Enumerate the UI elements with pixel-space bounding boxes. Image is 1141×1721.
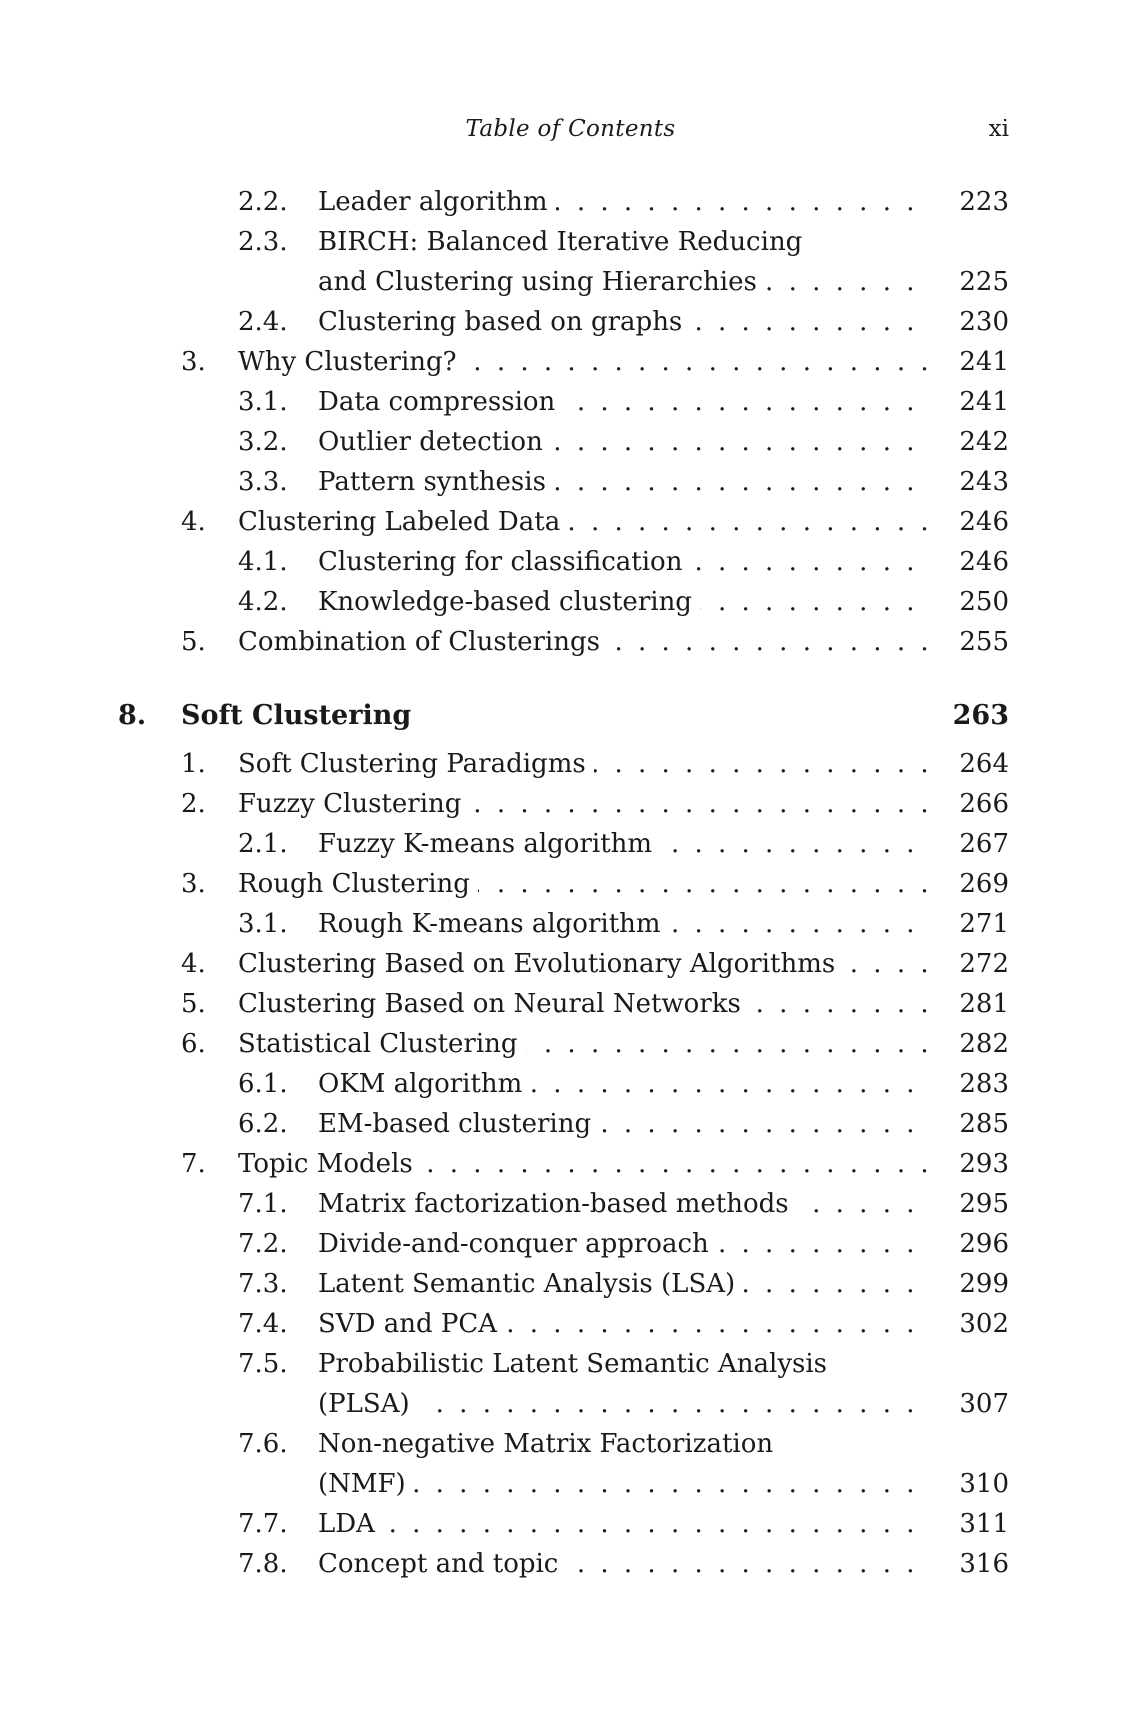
toc-entry-title: Clustering Labeled Data — [238, 507, 568, 537]
toc-entry[interactable] — [0, 1464, 1141, 1504]
toc-entry[interactable] — [0, 904, 1141, 944]
toc-entry-title: Clustering based on graphs — [318, 307, 690, 337]
toc-entry-page: 293 — [959, 1149, 1009, 1179]
toc-entry-page: 230 — [959, 307, 1009, 337]
toc-entry-number: 5. — [181, 989, 206, 1019]
toc-entry-title: Knowledge-based clustering — [318, 587, 700, 617]
toc-entry-number: 6.2. — [238, 1109, 288, 1139]
toc-entry-page: 255 — [959, 627, 1009, 657]
toc-entry[interactable] — [0, 1024, 1141, 1064]
toc-entry-page: 246 — [959, 507, 1009, 537]
toc-entry[interactable] — [0, 502, 1141, 542]
toc-entry[interactable] — [0, 262, 1141, 302]
toc-entry[interactable] — [0, 944, 1141, 984]
toc-entry-title: SVD and PCA — [318, 1309, 505, 1339]
toc-entry-page: 311 — [959, 1509, 1009, 1539]
toc-entry-page: 302 — [959, 1309, 1009, 1339]
toc-entry-number: 2.1. — [238, 829, 288, 859]
toc-entry-number: 7.6. — [238, 1429, 288, 1459]
toc-entry-number: 7.3. — [238, 1269, 288, 1299]
toc-entry-page: 310 — [959, 1469, 1009, 1499]
toc-entry[interactable] — [0, 302, 1141, 342]
toc-entry-number: 1. — [181, 749, 206, 779]
chapter-number: 8. — [118, 700, 147, 731]
toc-entry-number: 3. — [181, 869, 206, 899]
toc-entry[interactable] — [0, 824, 1141, 864]
toc-entry[interactable] — [0, 1104, 1141, 1144]
toc-entry-number: 2.2. — [238, 187, 288, 217]
toc-entry[interactable] — [0, 622, 1141, 662]
toc-entry-number: 3.3. — [238, 467, 288, 497]
running-page-number: xi — [988, 116, 1009, 142]
toc-entry-page: 307 — [959, 1389, 1009, 1419]
toc-entry[interactable] — [0, 1424, 1141, 1464]
toc-entry-title: Outlier detection — [318, 427, 551, 457]
toc-entry[interactable] — [0, 1224, 1141, 1264]
toc-section-chapter-7-continued — [0, 182, 1141, 662]
toc-entry-page: 281 — [959, 989, 1009, 1019]
toc-entry-number: 2. — [181, 789, 206, 819]
toc-entry-title: Data compression — [318, 387, 563, 417]
toc-entry-title: BIRCH: Balanced Iterative Reducing — [318, 227, 810, 257]
toc-entry-title: Statistical Clustering — [238, 1029, 526, 1059]
toc-entry-title: Fuzzy K-means algorithm — [318, 829, 660, 859]
toc-entry-title: Rough Clustering — [238, 869, 478, 899]
toc-entry-title: Fuzzy Clustering — [238, 789, 469, 819]
toc-entry-page: 296 — [959, 1229, 1009, 1259]
toc-entry-title: (NMF) — [318, 1469, 414, 1499]
toc-entry[interactable] — [0, 744, 1141, 784]
toc-entry-number: 5. — [181, 627, 206, 657]
toc-entry-title: Topic Models — [238, 1149, 421, 1179]
toc-entry-number: 3.1. — [238, 909, 288, 939]
toc-entry-title: Rough K-means algorithm — [318, 909, 669, 939]
toc-entry-title: Soft Clustering Paradigms — [238, 749, 594, 779]
toc-entry[interactable] — [0, 1144, 1141, 1184]
toc-entry-title: Combination of Clusterings — [238, 627, 608, 657]
toc-entry[interactable] — [0, 222, 1141, 262]
toc-entry[interactable] — [0, 1504, 1141, 1544]
toc-entry-page: 283 — [959, 1069, 1009, 1099]
toc-entry-number: 4. — [181, 949, 206, 979]
toc-entry-title-leader — [318, 1344, 929, 1384]
toc-entry[interactable] — [0, 182, 1141, 222]
toc-entry[interactable] — [0, 342, 1141, 382]
toc-entry-page: 285 — [959, 1109, 1009, 1139]
toc-entry-title: Leader algorithm — [318, 187, 556, 217]
toc-entry-title: Clustering Based on Neural Networks — [238, 989, 749, 1019]
toc-entry-title-leader — [318, 222, 929, 262]
toc-entry[interactable] — [0, 1544, 1141, 1584]
toc-entry[interactable] — [0, 1064, 1141, 1104]
toc-entry-title: LDA — [318, 1509, 383, 1539]
toc-entry-page: 241 — [959, 387, 1009, 417]
toc-entry-number: 7.1. — [238, 1189, 288, 1219]
toc-entry-title: EM-based clustering — [318, 1109, 599, 1139]
toc-entry-number: 4.2. — [238, 587, 288, 617]
toc-entry-page: 242 — [959, 427, 1009, 457]
toc-entry[interactable] — [0, 1304, 1141, 1344]
toc-entry-number: 7.5. — [238, 1349, 288, 1379]
toc-entry-title: Divide-and-conquer approach — [318, 1229, 717, 1259]
toc-entry-number: 2.4. — [238, 307, 288, 337]
toc-entry-page: 295 — [959, 1189, 1009, 1219]
toc-entry[interactable] — [0, 1384, 1141, 1424]
toc-entry-title: Clustering for classification — [318, 547, 690, 577]
toc-entry-title: Non-negative Matrix Factorization — [318, 1429, 781, 1459]
toc-entry-number: 4. — [181, 507, 206, 537]
toc-entry-page: 246 — [959, 547, 1009, 577]
toc-entry-number: 3.1. — [238, 387, 288, 417]
toc-entry-number: 3. — [181, 347, 206, 377]
chapter-page: 263 — [952, 700, 1009, 731]
toc-entry-page: 223 — [959, 187, 1009, 217]
toc-entry-number: 7.8. — [238, 1549, 288, 1579]
toc-entry-number: 3.2. — [238, 427, 288, 457]
toc-entry-page: 243 — [959, 467, 1009, 497]
toc-entry-page: 271 — [959, 909, 1009, 939]
toc-entry-title: and Clustering using Hierarchies — [318, 267, 765, 297]
toc-entry-number: 7.4. — [238, 1309, 288, 1339]
toc-entry-title-leader — [318, 1424, 929, 1464]
toc-entry-number: 4.1. — [238, 547, 288, 577]
toc-entry-page: 316 — [959, 1549, 1009, 1579]
toc-entry-number: 2.3. — [238, 227, 288, 257]
toc-entry-title-leader — [238, 944, 929, 984]
toc-entry[interactable] — [0, 582, 1141, 622]
toc-entry-title: Concept and topic — [318, 1549, 566, 1579]
toc-entry-number: 6.1. — [238, 1069, 288, 1099]
toc-entry-page: 299 — [959, 1269, 1009, 1299]
toc-entry[interactable] — [0, 784, 1141, 824]
toc-entry-page: 269 — [959, 869, 1009, 899]
toc-entry-number: 6. — [181, 1029, 206, 1059]
toc-entry-title: OKM algorithm — [318, 1069, 530, 1099]
toc-entry-title: Pattern synthesis — [318, 467, 554, 497]
chapter-heading[interactable] — [0, 690, 1141, 742]
toc-entry-title: Matrix factorization-based methods — [318, 1189, 797, 1219]
toc-entry[interactable] — [0, 1184, 1141, 1224]
toc-entry-title: (PLSA) — [318, 1389, 418, 1419]
toc-entry[interactable] — [0, 462, 1141, 502]
toc-entry-title: Why Clustering? — [238, 347, 465, 377]
toc-entry[interactable] — [0, 984, 1141, 1024]
running-head — [0, 116, 1141, 146]
toc-entry-page: 267 — [959, 829, 1009, 859]
toc-entry-number: 7. — [181, 1149, 206, 1179]
toc-entry-page: 266 — [959, 789, 1009, 819]
toc-entry-title: Latent Semantic Analysis (LSA) — [318, 1269, 743, 1299]
toc-entry-page: 241 — [959, 347, 1009, 377]
toc-entry-page: 225 — [959, 267, 1009, 297]
toc-entry-title: Clustering Based on Evolutionary Algorithms — [238, 949, 843, 979]
toc-entry-page: 264 — [959, 749, 1009, 779]
toc-entry-number: 7.7. — [238, 1509, 288, 1539]
table-of-contents — [0, 182, 1141, 1584]
toc-entry[interactable] — [0, 1344, 1141, 1384]
toc-entry[interactable] — [0, 422, 1141, 462]
toc-section-chapter-8 — [0, 744, 1141, 1584]
toc-entry[interactable] — [0, 864, 1141, 904]
toc-entry-page: 250 — [959, 587, 1009, 617]
toc-entry[interactable] — [0, 542, 1141, 582]
toc-entry[interactable] — [0, 1264, 1141, 1304]
chapter-title: Soft Clustering — [181, 700, 412, 731]
toc-entry-title: Probabilistic Latent Semantic Analysis — [318, 1349, 835, 1379]
toc-entry-page: 272 — [959, 949, 1009, 979]
toc-entry[interactable] — [0, 382, 1141, 422]
toc-entry-page: 282 — [959, 1029, 1009, 1059]
running-title: Table of Contents — [465, 116, 676, 142]
toc-entry-number: 7.2. — [238, 1229, 288, 1259]
